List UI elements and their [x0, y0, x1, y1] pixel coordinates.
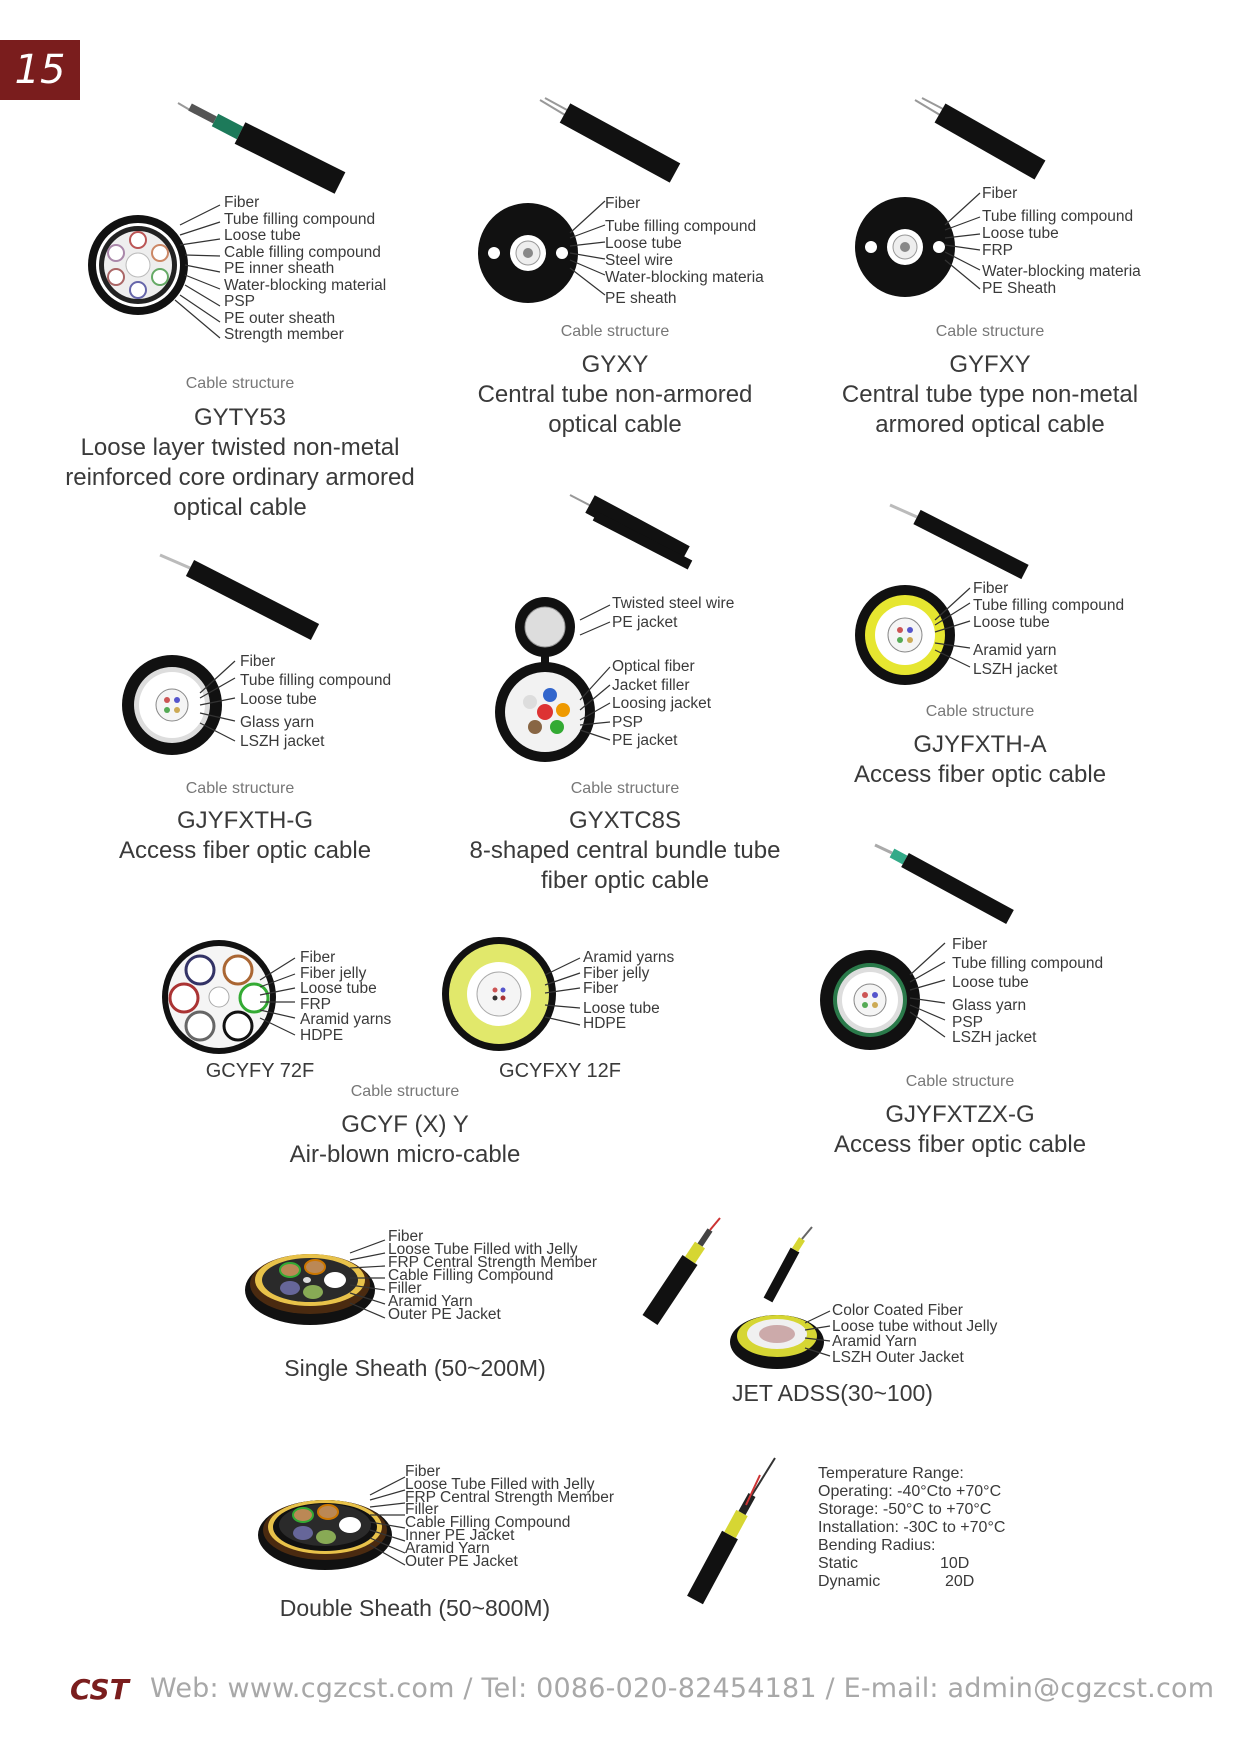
label: LSZH jacket [240, 733, 325, 750]
label: Aramid Yarn [388, 1293, 473, 1310]
dynamic-label: Dynamic [818, 1573, 881, 1590]
component-labels [300, 950, 391, 1043]
variant-name: GCYFXY 12F [499, 1060, 621, 1082]
label: Fiber [224, 194, 260, 211]
model-name: GYXY [581, 351, 649, 378]
label: Tube filling compound [224, 210, 376, 228]
component-labels [583, 950, 674, 1032]
label: Loosing jacket [612, 695, 712, 712]
label: Loose Tube Filled with Jelly [388, 1241, 578, 1258]
leader-lines [195, 658, 240, 748]
product-title [820, 350, 1160, 440]
label: Fiber [973, 580, 1009, 597]
label: Aramid yarns [583, 949, 675, 966]
label: Water-blocking material [224, 276, 387, 294]
component-labels [240, 652, 391, 751]
cable-side-view-image [170, 95, 350, 195]
product-title [820, 730, 1140, 790]
label: Twisted steel wire [612, 595, 735, 612]
description-line: armored optical cable [875, 411, 1105, 438]
label: Fiber jelly [300, 964, 367, 982]
cable-side-view-image [885, 500, 1035, 580]
label: LSZH jacket [973, 661, 1058, 678]
spec-row-dynamic [818, 1573, 1005, 1591]
label: PSP [224, 293, 256, 310]
label: Glass yarn [240, 714, 315, 731]
model-name: GYFXY [949, 351, 1031, 378]
leader-lines [575, 600, 615, 750]
cable-structure-caption: Cable structure [570, 780, 680, 797]
product-title [30, 403, 450, 523]
cable-structure-caption: Cable structure [935, 323, 1045, 340]
label: PSP [612, 713, 644, 731]
label: Cable Filling Compound [405, 1514, 571, 1532]
label: Fiber [388, 1228, 424, 1245]
label: Loose tube [952, 974, 1029, 991]
cable-side-view-image [680, 1455, 785, 1605]
label: Glass yarn [952, 997, 1027, 1014]
variant-name: GCYFY 72F [205, 1060, 315, 1082]
leader-lines [345, 1238, 390, 1323]
description-line: optical cable [548, 411, 682, 438]
label: Loose tube [583, 999, 660, 1017]
label: Tube filling compound [240, 672, 392, 689]
component-labels [982, 185, 1141, 297]
label: Loose Tube Filled with Jelly [405, 1475, 595, 1493]
cable-structure-caption: Cable structure [350, 1083, 460, 1100]
description-line: Access fiber optic cable [118, 837, 372, 864]
label: Fiber [952, 936, 988, 953]
component-labels [952, 935, 1103, 1045]
cable-side-view-image [760, 1225, 820, 1305]
label: PE jacket [612, 732, 678, 749]
label: PSP [952, 1014, 984, 1031]
label: Fiber [405, 1463, 441, 1480]
leader-lines [365, 1475, 410, 1570]
label: Loose tube [973, 614, 1050, 631]
component-labels [405, 1463, 615, 1570]
component-labels [973, 580, 1124, 679]
cable-side-view-image [910, 95, 1050, 185]
leader-lines [800, 1308, 835, 1363]
label: Cable filling compound [224, 243, 381, 261]
label: Jacket filler [612, 676, 690, 694]
label: Fiber jelly [583, 964, 650, 982]
description-line: Loose layer twisted non-metal [80, 434, 400, 461]
description-line: Access fiber optic cable [853, 761, 1107, 788]
leader-lines [930, 585, 975, 675]
label: Fiber [583, 980, 619, 997]
label: Loose tube [605, 235, 682, 252]
label: Loose tube [300, 980, 377, 997]
product-title [255, 1110, 555, 1170]
spec-line: Storage: -50°C to +70°C [818, 1501, 992, 1518]
label: FRP [300, 995, 331, 1013]
label: Loose tube [982, 225, 1059, 242]
label: Cable Filling Compound [388, 1267, 554, 1284]
label: Tube filling compound [952, 955, 1104, 972]
label: Inner PE Jacket [405, 1526, 515, 1544]
label: LSZH Outer Jacket [832, 1348, 964, 1366]
variant-name: JET ADSS(30~100) [732, 1380, 933, 1406]
label: Fiber [300, 949, 336, 966]
description-line: 8-shaped central bundle tube [469, 837, 781, 864]
spec-line: Bending Radius: [818, 1537, 936, 1554]
leader-lines [255, 955, 300, 1045]
leader-lines [160, 200, 230, 340]
cable-side-view-image [565, 490, 695, 570]
label: PE Sheath [982, 280, 1057, 297]
label: Outer PE Jacket [388, 1306, 501, 1323]
component-labels [388, 1230, 597, 1321]
spec-list [818, 1465, 1005, 1591]
product-title [90, 806, 400, 866]
description-line: fiber optic cable [540, 867, 710, 894]
model-name: GJYFXTH-A [913, 731, 1047, 758]
label: Fiber [982, 185, 1018, 202]
description-line: Access fiber optic cable [833, 1131, 1087, 1158]
dynamic-value: 20D [945, 1573, 975, 1590]
variant-name: Single Sheath (50~200M) [284, 1355, 546, 1381]
label: Loose tube without Jelly [832, 1317, 998, 1335]
spec-row-static [818, 1555, 1005, 1573]
cable-side-view-image [155, 550, 325, 640]
model-name: GYXTC8S [568, 807, 682, 834]
label: LSZH jacket [952, 1029, 1037, 1046]
label: Tube filling compound [982, 208, 1134, 225]
label: Tube filling compound [973, 597, 1125, 614]
cable-structure-caption: Cable structure [925, 703, 1035, 720]
label: FRP [982, 242, 1013, 259]
leader-lines [905, 940, 950, 1040]
variant-name: Double Sheath (50~800M) [279, 1595, 551, 1621]
label: Fiber [605, 195, 641, 212]
label: Color Coated Fiber [832, 1302, 963, 1319]
component-labels [224, 195, 386, 344]
label: PE inner sheath [224, 260, 335, 277]
label: PE outer sheath [224, 309, 336, 327]
label: Strength member [224, 326, 344, 343]
label: Aramid Yarn [832, 1333, 917, 1350]
model-name: GJYFXTZX-G [885, 1101, 1035, 1128]
label: Tube filling compound [605, 218, 757, 235]
label: Water-blocking materia [982, 263, 1141, 280]
model-name: GYTY53 [193, 404, 287, 431]
cable-side-view-image [640, 1215, 740, 1325]
label: Steel wire [605, 252, 674, 269]
label: Aramid Yarn [405, 1539, 490, 1557]
spec-line: Installation: -30C to +70°C [818, 1519, 1006, 1536]
label: Filler [388, 1280, 422, 1297]
label: FRP Central Strength Member [405, 1488, 615, 1506]
label: Outer PE Jacket [405, 1552, 518, 1570]
cable-cross-section-image [478, 203, 578, 303]
leader-lines [540, 955, 585, 1035]
page-number: 15 [0, 40, 80, 100]
cable-side-view-image [870, 840, 1020, 925]
model-name: GCYF (X) Y [341, 1111, 469, 1138]
component-labels [832, 1303, 997, 1365]
component-labels [605, 195, 764, 307]
label: Aramid yarns [300, 1011, 392, 1028]
product-title [445, 806, 805, 896]
label: PE sheath [605, 290, 677, 307]
cable-side-view-image [535, 95, 685, 185]
cable-structure-caption: Cable structure [185, 780, 295, 797]
label: HDPE [583, 1015, 627, 1032]
label: Aramid yarn [973, 642, 1057, 659]
spec-line: Operating: -40°Cto +70°C [818, 1483, 1002, 1500]
label: Fiber [240, 653, 276, 670]
label: Water-blocking materia [605, 269, 764, 286]
leader-lines [565, 198, 610, 298]
static-label: Static [818, 1555, 859, 1572]
label: Loose tube [224, 227, 301, 244]
description-line: Central tube type non-metal [841, 381, 1139, 408]
model-name: GJYFXTH-G [177, 807, 313, 834]
label: HDPE [300, 1026, 344, 1044]
description-line: optical cable [173, 494, 307, 521]
description-line: Central tube non-armored [477, 381, 753, 408]
description-line: Air-blown micro-cable [289, 1141, 521, 1168]
leader-lines [940, 190, 985, 290]
cable-structure-caption: Cable structure [905, 1073, 1015, 1090]
label: FRP Central Strength Member [388, 1254, 598, 1271]
footer [0, 1665, 1241, 1715]
cable-structure-caption: Cable structure [560, 323, 670, 340]
brand-logo: CST [70, 1673, 129, 1706]
description-line: reinforced core ordinary armored [65, 464, 415, 491]
product-title [435, 350, 795, 440]
product-title [800, 1100, 1120, 1160]
label: PE jacket [612, 613, 678, 631]
static-value: 10D [940, 1555, 970, 1572]
label: Optical fiber [612, 658, 695, 675]
component-labels [612, 595, 734, 751]
cable-structure-caption: Cable structure [185, 375, 295, 392]
label: Filler [405, 1501, 439, 1519]
label: Loose tube [240, 691, 317, 708]
spec-line: Temperature Range: [818, 1465, 964, 1482]
contact-info: Web: www.cgzcst.com / Tel: 0086-020-82454181 / E-mail: admin@cgzcst.com [150, 1673, 1215, 1704]
